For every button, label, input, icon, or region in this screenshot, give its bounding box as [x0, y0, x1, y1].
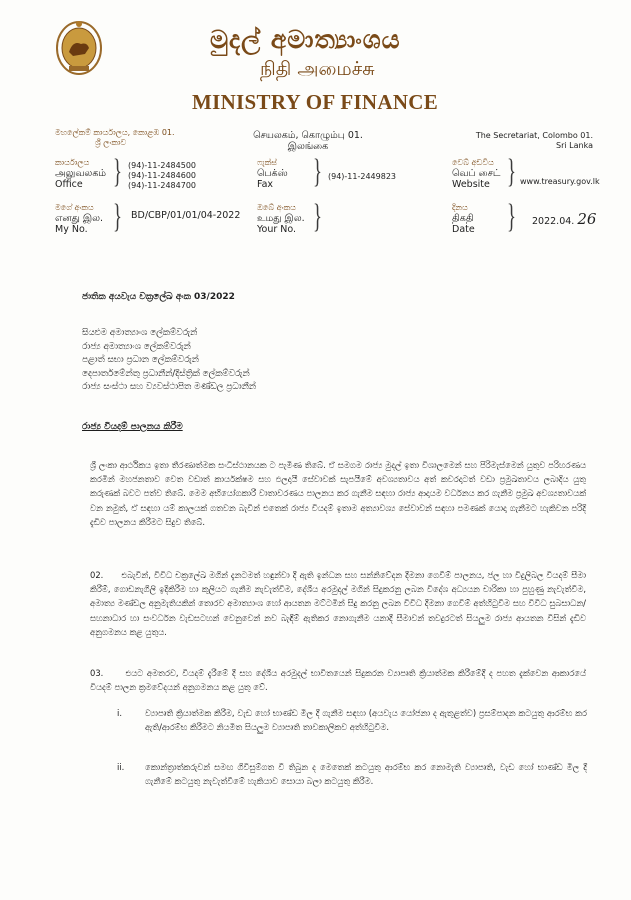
recipient: දෙපාර්තමේන්තු ප්‍රධානීන්/දිස්ත්‍රික් ලේකම්වරුන් — [82, 368, 250, 379]
recipient: සියළුම අමාත්‍යාංශ ලේකම්වරුන් — [82, 328, 198, 338]
office-label-en: Office — [55, 179, 83, 190]
my-no-value: BD/CBP/01/01/04-2022 — [131, 210, 241, 221]
office-number: (94)-11-2484600 — [128, 171, 197, 180]
list-item-text: කොන්ත්‍රාත්කරුවන් සමඟ ගිවිසුම්ගත වී තිබුන ද මෙතෙක් කටයුතු ආරම්භ කර නොමැති ව්‍යාපෘති, වැඩ හෝ භාණ්ඩ මිල දී ගැනීමේ කටයුතු නැවැත්වීමේ හැකියාව සොයා බලා කටයුතු කිරීම. — [145, 762, 587, 787]
website-label-en: Website — [452, 179, 490, 190]
address-english — [470, 131, 593, 151]
brace: } — [507, 198, 516, 235]
fax-label-en: Fax — [257, 179, 274, 190]
my-no-label-ta: எனது இல. — [55, 213, 104, 224]
my-no-label — [55, 203, 103, 235]
subject-heading: රාජ්‍ය වියදම් පාලනය කිරීම — [82, 422, 183, 432]
website-label — [452, 158, 500, 190]
fax-label-si: ෆැක්ස් — [257, 158, 277, 167]
brace: } — [507, 153, 516, 190]
date-handwritten: 26 — [577, 210, 597, 228]
office-label-ta: அலுவலகம் — [55, 168, 107, 179]
fax-label-ta: பெக்ஸ் — [257, 168, 288, 179]
date-value — [532, 210, 596, 228]
brace: } — [313, 198, 322, 235]
circular-number: ජාතික අයවැය චක්‍රලේඛ අංක 03/2022 — [82, 292, 235, 302]
recipient: පළාත් සභා ප්‍රධාන ලේකම්වරුන් — [82, 355, 199, 365]
my-no-label-si: මගේ අංකය — [55, 203, 94, 212]
website-link[interactable]: www.treasury.gov.lk — [520, 177, 600, 186]
brace: } — [113, 198, 122, 235]
office-label-si: කාර්යාලය — [55, 158, 90, 167]
paragraph-2-number: 02. — [90, 570, 104, 580]
my-no-label-en: My No. — [55, 224, 88, 235]
recipients-list — [82, 327, 256, 395]
date-label-ta: திகதி — [452, 213, 474, 224]
office-number: (94)-11-2484700 — [128, 181, 197, 190]
address-tamil-line1: செயலகம், கொழும்பு 01. — [253, 130, 363, 141]
fax-number: (94)-11-2449823 — [328, 172, 397, 181]
address-tamil-line2: இலங்கை — [287, 141, 329, 152]
your-no-label-en: Your No. — [257, 224, 297, 235]
paragraph-3-number: 03. — [90, 668, 104, 678]
date-printed: 2022.04. — [532, 216, 575, 227]
office-label — [55, 158, 106, 190]
recipient: රාජ්‍ය සංස්ථා සහ ව්‍යවස්ථාපිත මණ්ඩල ප්‍රධානීන් — [82, 382, 256, 392]
date-label-si: දිනය — [452, 203, 468, 212]
ministry-title-english: MINISTRY OF FINANCE — [192, 90, 439, 114]
list-item-text: ව්‍යාපෘති ක්‍රියාත්මක කිරීම, වැඩ හෝ භාණ්ඩ මිල දී ගැනීම සඳහා (අයවැය යෝජනා ද ඇතුළත්ව) ප්‍රසම්පාදන කටයුතු ආරම්භ කර ඇති/ආරම්භ කිරීමට නියමිත සියලුම ව්‍යාපෘති තාවකාලිකව අත්හිටුවීම. — [145, 708, 587, 733]
paragraph-1: ශ්‍රී ලංකා ආර්ථිකය ඉතා තීරණාත්මක සංධිස්ථානයක ට පැමිණ තිබේ. ඒ සමගම රාජ්‍ය මුදල් ඉතා විශාලමෙන් සහ පිරිමැස්මෙන් යුතුව පරිහරණය කරමින් මහජනතාව වෙත වඩාත් කාර්යක්ෂම සහ ඵලදායී සේවාවක් සැපයීමේ අවශ්‍යතාවය අත් කවරදාටත් වඩා ප්‍රමුඛතාවය ලබාදිය යුතු කරුණක් බවට පත්ව තිබේ. මෙම අභියෝගකාරී වාතාවරණය පාලනය කර ගැනීම සඳහා රාජ්‍ය ආදායම වර්ධනය කර ගැනීම ප්‍රමුඛ අවශ්‍යතාවයක් වන නමුත්, ඒ සඳහා යම් කාලයක් ගතවන බැවින් එතෙක් රාජ්‍ය වියදම් ඉතාම අත්‍යාවශ්‍ය සේවාවන් සඳහා පමණක් යොදා ගැනීමට හැකිවන පරිදි දැඩිව පාලනය කිරීමට සිදුව තිබේ. — [90, 460, 586, 527]
paragraph-2-text: එබැවින්, විවිධ චක්‍රලේඛ මගින් දැනටමත් හඳුන්වා දී ඇති ඉන්ධන සහ සන්නිවේදන දීමනා ගෙවීම් පාලනය, ජල හා විදුලිබල වියදම් සීමා කිරීම්, ගොඩනැගිලි ඉදිකිරීම හා කුලියට ගැනීම නැවැත්වීම, දේශීය අරමුදල් මගින් සිදුකරනු ලබන විදේශ අධ්‍යයන චාරිකා හා පුහුණු නැවැත්වීම, අමාත්‍ය මණ්ඩල අනුමැතියකින් තොරව අමාත්‍යාංශ හෝ ආයතන මට්ටමින් සිදු කරනු ලබන විවිධ දීමනා ගෙවීම් අත්හිටුවීම සහ විවිධ සුබසාධන/සහනාධාර හා සංවර්ධන වැඩසටහන් වෙනුවෙන් නව බැඳීම් ඇතිකර නොගැනීම යනාදී සීමාවන් තවදුරටත් සියලුම රාජ්‍ය ආයතන විසින් දැඩිව අනුගමනය කළ යුතුය. — [90, 570, 586, 637]
list-item-number: i. — [117, 708, 122, 718]
office-numbers — [128, 161, 196, 191]
website-label-ta: வெப் சைட் — [452, 168, 501, 179]
address-english-line1: The Secretariat, Colombo 01. — [475, 131, 593, 140]
brace: } — [113, 153, 122, 190]
your-no-label — [257, 203, 305, 235]
fax-label — [257, 158, 288, 190]
address-sinhala — [55, 128, 175, 148]
sri-lanka-emblem — [55, 18, 103, 76]
address-sinhala-line2: ශ්‍රී ලංකාව — [95, 138, 127, 147]
address-tamil — [243, 130, 373, 152]
brace: } — [313, 153, 322, 190]
paragraph-2 — [90, 568, 586, 639]
date-label — [452, 203, 475, 235]
recipient: රාජ්‍ය අමාත්‍යාංශ ලේකම්වරුන් — [82, 341, 191, 352]
paragraph-3 — [90, 666, 586, 694]
ministry-title-sinhala: මුදල් අමාත්‍යාංශය — [210, 25, 401, 54]
your-no-label-ta: உமது இல. — [257, 213, 305, 224]
office-number: (94)-11-2484500 — [128, 161, 197, 170]
address-sinhala-line1: මහලේකම් කාර්යාලය, කොළඹ 01. — [55, 128, 175, 137]
ministry-title-tamil: நிதி அமைச்சு — [260, 58, 375, 80]
date-label-en: Date — [452, 224, 475, 235]
list-item-number: ii. — [117, 762, 125, 772]
paragraph-3-text: එයට අමතරව, වියදම් දැරීමේ දී සහ දේශීය අරමුදල් භාවිතයෙන් සිදුකරන ව්‍යාපෘති ක්‍රියාත්මක කිරීමේදී ද පහත දැක්වෙන ආකාරයේ වියදම් පාලන ක්‍රමවේදයන් අනුගමනය කළ යුතු වේ. — [90, 668, 586, 693]
your-no-label-si: ඔබේ අංකය — [257, 203, 296, 212]
address-english-line2: Sri Lanka — [556, 141, 593, 150]
website-label-si: වෙබ් අඩවිය — [452, 158, 494, 167]
